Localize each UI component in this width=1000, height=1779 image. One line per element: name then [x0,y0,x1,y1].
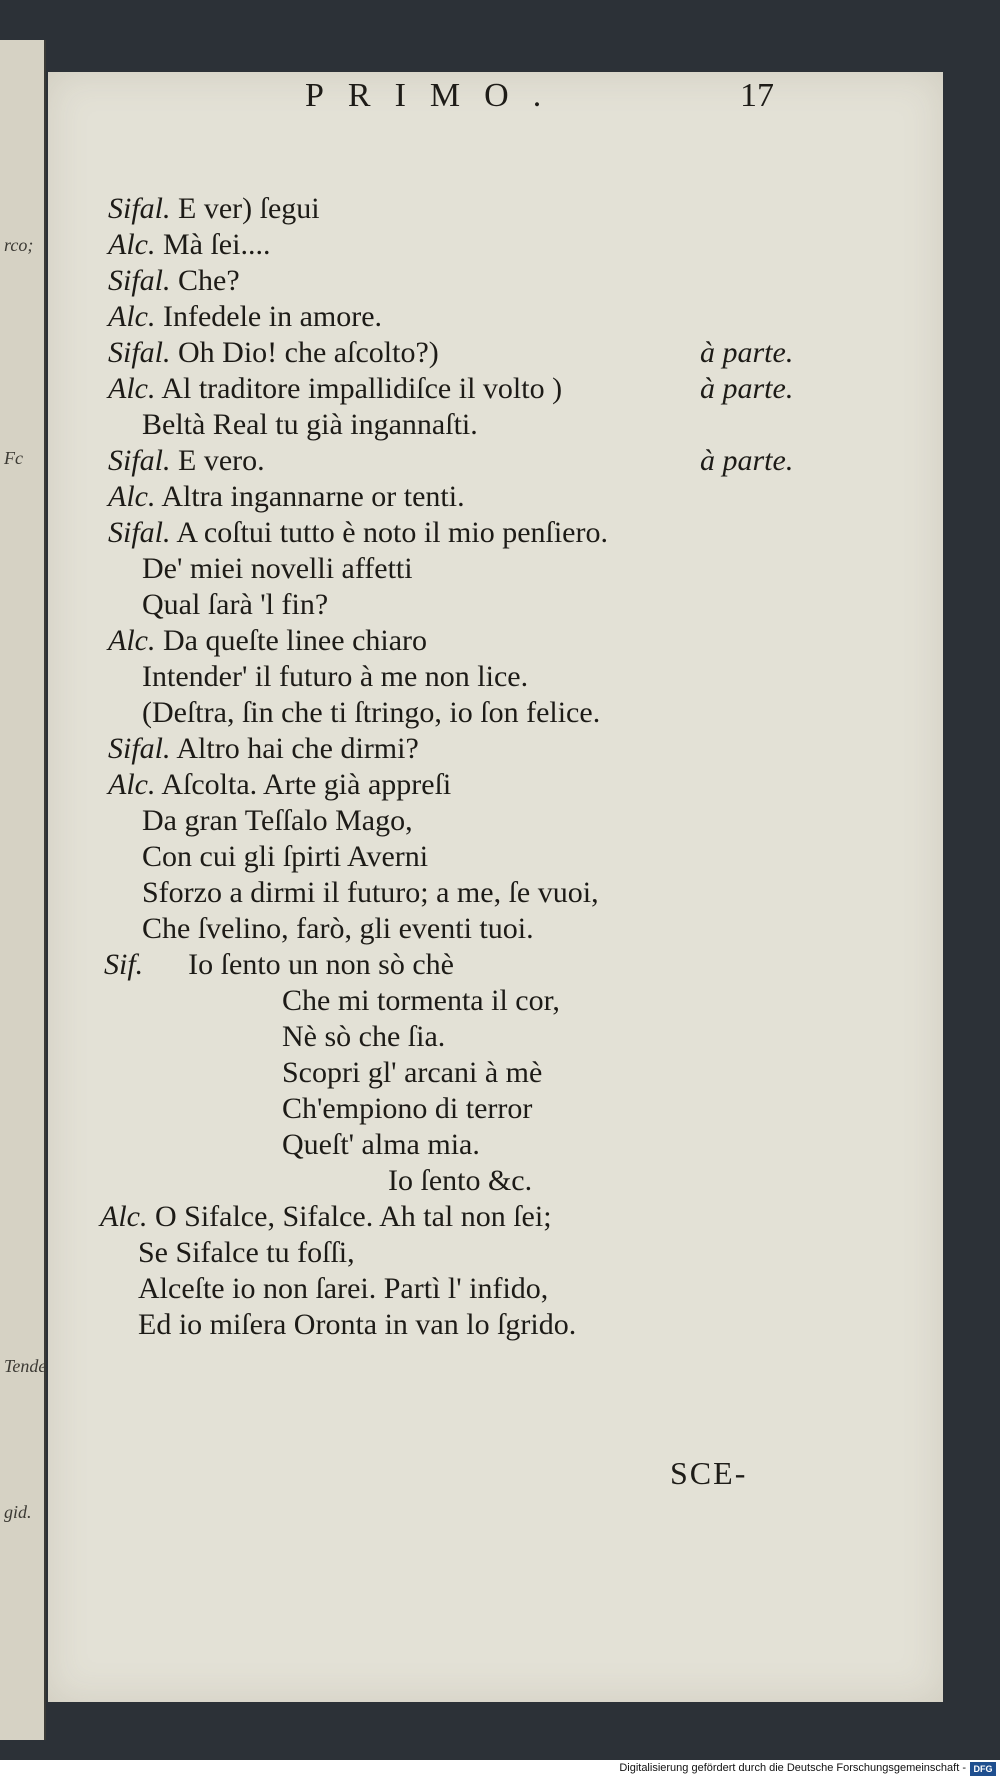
text-line [108,624,427,658]
text-line [108,300,382,334]
text-line [282,984,560,1018]
speaker-label: Alc. [108,624,156,657]
line-text: Con cui gli ſpirti Averni [142,840,429,873]
text-line [142,912,534,946]
edge-fragment: gid. [4,1502,32,1522]
line-text: Oh Dio! che aſcolto?) [178,336,439,369]
line-text: (Deſtra, ſin che ti ſtringo, io ſon felice. [142,696,601,729]
edge-fragment: Fc [4,448,23,468]
line-text: E vero. [178,444,265,477]
text-line [142,804,413,838]
line-text: Intender' il futuro à me non lice. [142,660,529,693]
text-line [142,660,528,694]
speaker-label: Sif. [104,948,144,981]
line-text: Aſcolta. Arte già appreſi [161,768,452,801]
speaker-label: Sifal. [108,444,171,477]
line-text: Beltà Real tu già ingannaſti. [142,408,478,441]
text-line [108,192,320,226]
line-text: Che mi tormenta il cor, [282,984,560,1017]
line-text: Scopri gl' arcani à mè [282,1056,543,1089]
line-text: Io ſento un non sò chè [188,948,454,981]
line-text: E ver) ſegui [178,192,320,225]
speaker-label: Sifal. [108,732,171,765]
text-line [388,1164,532,1198]
stage-direction-aside: à parte. [700,444,794,477]
text-line [138,1308,576,1342]
text-line [282,1020,445,1054]
text-line [108,228,270,262]
line-text: Che? [178,264,240,297]
line-text: Infedele in amore. [162,300,383,333]
text-line [142,552,413,586]
line-text: Altra ingannarne or tenti. [161,480,465,513]
line-text: De' miei novelli affetti [142,552,413,585]
text-line [108,372,562,406]
speaker-label: Sifal. [108,336,171,369]
dfg-logo-icon: DFG [970,1762,996,1776]
text-line [142,876,599,910]
stage-direction-aside: à parte. [700,336,794,369]
catchword: SCE- [670,1455,748,1491]
text-line [108,768,451,802]
text-line [100,1200,552,1234]
speaker-label: Alc. [100,1200,148,1233]
speaker-label: Sifal. [108,264,171,297]
page-number: 17 [740,77,774,114]
line-text: O Sifalce, Sifalce. Ah tal non ſei; [154,1200,552,1233]
speaker-label: Alc. [108,372,156,405]
speaker-label: Alc. [108,480,156,513]
line-text: Sforzo a dirmi il futuro; a me, ſe vuoi, [142,876,599,909]
line-text: Qual ſarà 'l fin? [142,588,329,621]
text-line [108,516,608,550]
text-line [282,1092,532,1126]
line-text: Altro hai che dirmi? [176,732,419,765]
text-line [108,336,439,370]
text-line [282,1056,542,1090]
line-text: Alceſte io non ſarei. Partì l' infido, [138,1272,549,1305]
line-text: Queſt' alma mia. [282,1128,480,1161]
edge-fragment: rco; [4,235,34,255]
text-line [282,1128,480,1162]
digitization-credit: Digitalisierung gefördert durch die Deutsche Forschungsgemeinschaft - [619,1762,966,1774]
text-line [108,480,465,514]
adjacent-page-edge [0,40,46,1740]
line-text: Da queſte linee chiaro [162,624,428,657]
text-line [108,444,265,478]
text-line [138,1272,548,1306]
running-title: PRIMO. [305,77,566,114]
text-line [108,732,419,766]
text-line [142,840,428,874]
line-text: A coſtui tutto è noto il mio penſiero. [176,516,608,549]
edge-fragment: Tende [4,1356,47,1376]
line-text: Io ſento &c. [388,1164,533,1197]
stage-direction-aside: à parte. [700,372,794,405]
speaker-label: Sifal. [108,516,171,549]
line-text: Che ſvelino, farò, gli eventi tuoi. [142,912,534,945]
text-line [104,948,454,982]
text-line [142,588,328,622]
speaker-label: Alc. [108,768,156,801]
speaker-label: Sifal. [108,192,171,225]
speaker-label: Alc. [108,300,156,333]
speaker-label: Alc. [108,228,156,261]
text-line [108,264,240,298]
text-line [142,408,478,442]
line-text: Da gran Teſſalo Mago, [142,804,413,837]
line-text: Al traditore impallidiſce il volto ) [161,372,563,405]
text-line [142,696,600,730]
line-text: Mà ſei.... [162,228,271,261]
line-text: Ch'empiono di terror [282,1092,533,1125]
line-text: Ed io miſera Oronta in van lo ſgrido. [138,1308,577,1341]
text-line [138,1236,355,1270]
line-text: Nè sò che ſia. [282,1020,446,1053]
line-text: Se Sifalce tu foſſi, [138,1236,355,1269]
